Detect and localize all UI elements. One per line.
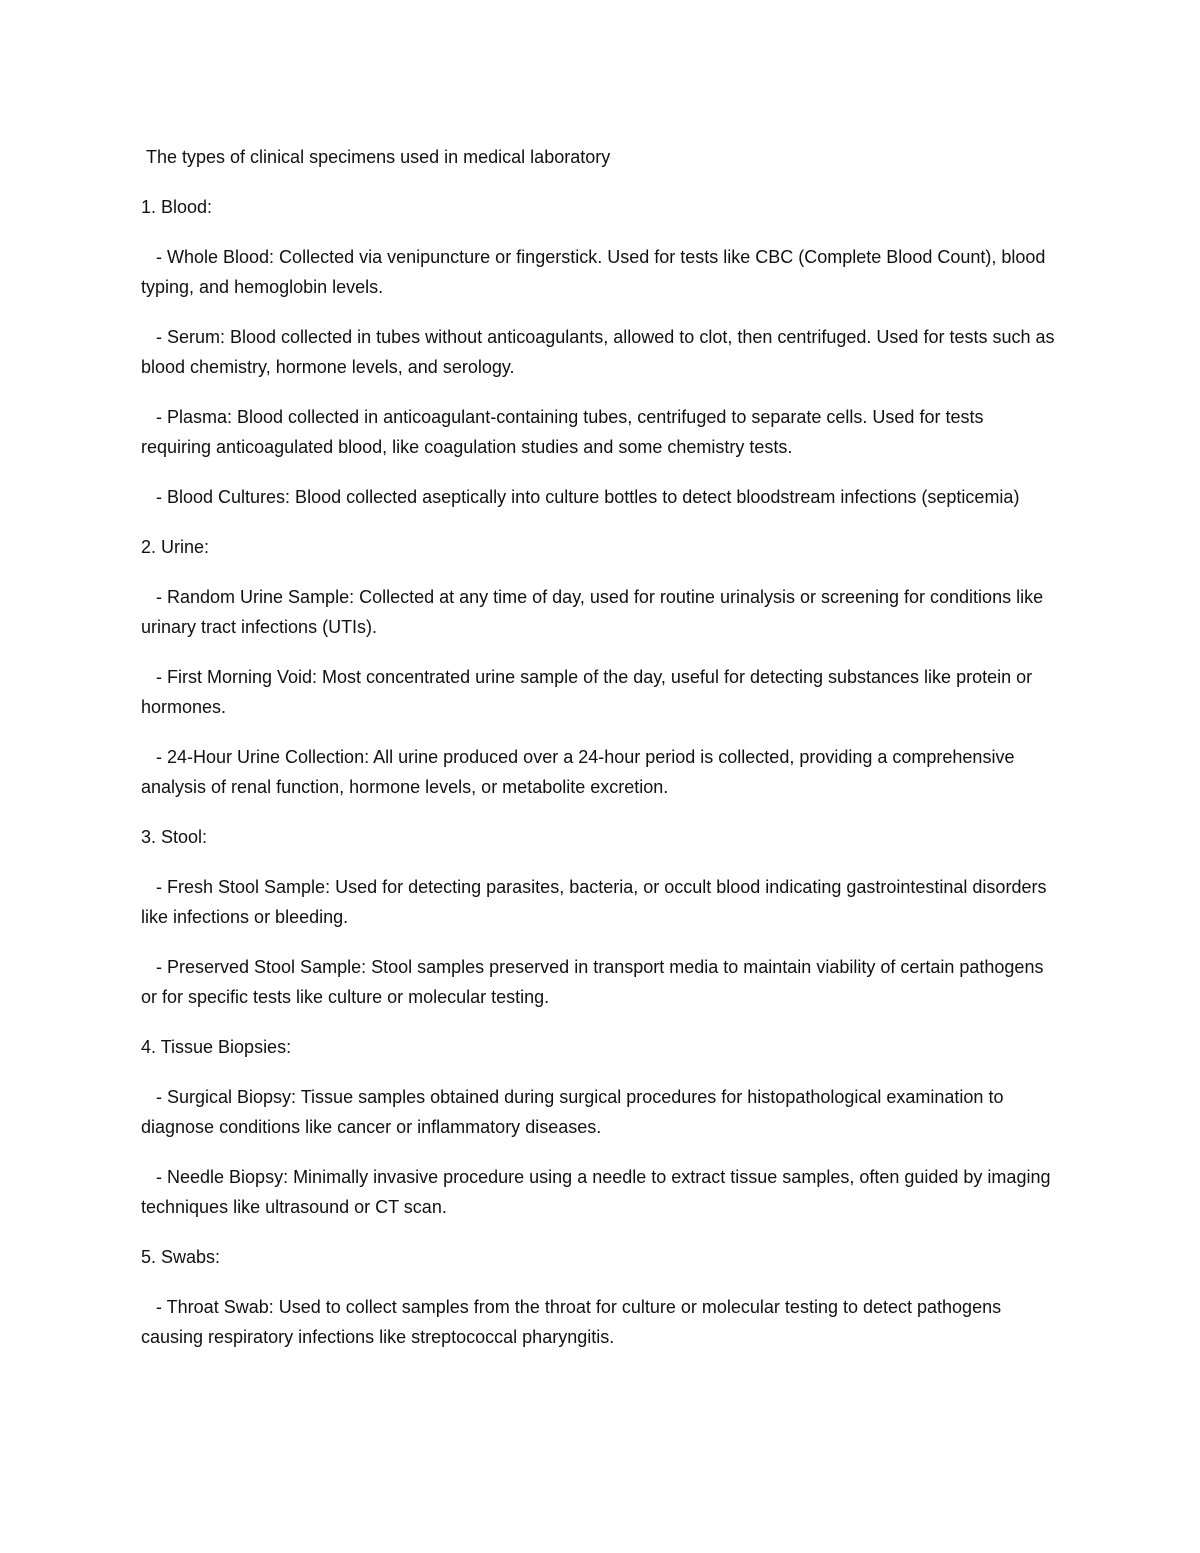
- list-item-random-urine: - Random Urine Sample: Collected at any time of day, used for routine urinalysis or screening for conditions like urinary tract infections (UTIs).: [141, 587, 1044, 637]
- section-heading-swabs: 5. Swabs:: [141, 1247, 221, 1267]
- list-item-plasma: - Plasma: Blood collected in anticoagulant-containing tubes, centrifuged to separate cells. Used for tests requiring anticoagulated blood, like coagulation studies and some chemistry tests.: [141, 407, 984, 457]
- section-heading-urine: 2. Urine:: [141, 537, 210, 557]
- section-heading-tissue-biopsies: 4. Tissue Biopsies:: [141, 1037, 292, 1057]
- list-item-whole-blood: - Whole Blood: Collected via venipuncture or fingerstick. Used for tests like CBC (Complete Blood Count), blood typing, and hemoglobin levels.: [141, 247, 1046, 297]
- document-body: [141, 142, 1056, 1372]
- list-item-needle-biopsy: - Needle Biopsy: Minimally invasive procedure using a needle to extract tissue samples, often guided by imaging techniques like ultrasound or CT scan.: [141, 1167, 1051, 1217]
- section-heading-blood: 1. Blood:: [141, 197, 213, 217]
- list-item-first-morning-void: - First Morning Void: Most concentrated urine sample of the day, useful for detecting substances like protein or hormones.: [141, 667, 1033, 717]
- section-heading-stool: 3. Stool:: [141, 827, 208, 847]
- list-item-fresh-stool: - Fresh Stool Sample: Used for detecting parasites, bacteria, or occult blood indicating gastrointestinal disorders like infections or bleeding.: [141, 877, 1047, 927]
- list-item-preserved-stool: - Preserved Stool Sample: Stool samples preserved in transport media to maintain viability of certain pathogens or for specific tests like culture or molecular testing.: [141, 957, 1044, 1007]
- list-item-blood-cultures: - Blood Cultures: Blood collected aseptically into culture bottles to detect bloodstream infections (septicemia): [156, 487, 1020, 507]
- document-title: The types of clinical specimens used in medical laboratory: [146, 147, 611, 167]
- list-item-serum: - Serum: Blood collected in tubes without anticoagulants, allowed to clot, then centrifuged. Used for tests such as blood chemistry, hormone levels, and serology.: [141, 327, 1055, 377]
- list-item-24-hour-urine: - 24-Hour Urine Collection: All urine produced over a 24-hour period is collected, providing a comprehensive analysis of renal function, hormone levels, or metabolite excretion.: [141, 747, 1015, 797]
- list-item-surgical-biopsy: - Surgical Biopsy: Tissue samples obtained during surgical procedures for histopathological examination to diagnose conditions like cancer or inflammatory diseases.: [141, 1087, 1004, 1137]
- list-item-throat-swab: - Throat Swab: Used to collect samples from the throat for culture or molecular testing to detect pathogens causing respiratory infections like streptococcal pharyngitis.: [141, 1297, 1002, 1347]
